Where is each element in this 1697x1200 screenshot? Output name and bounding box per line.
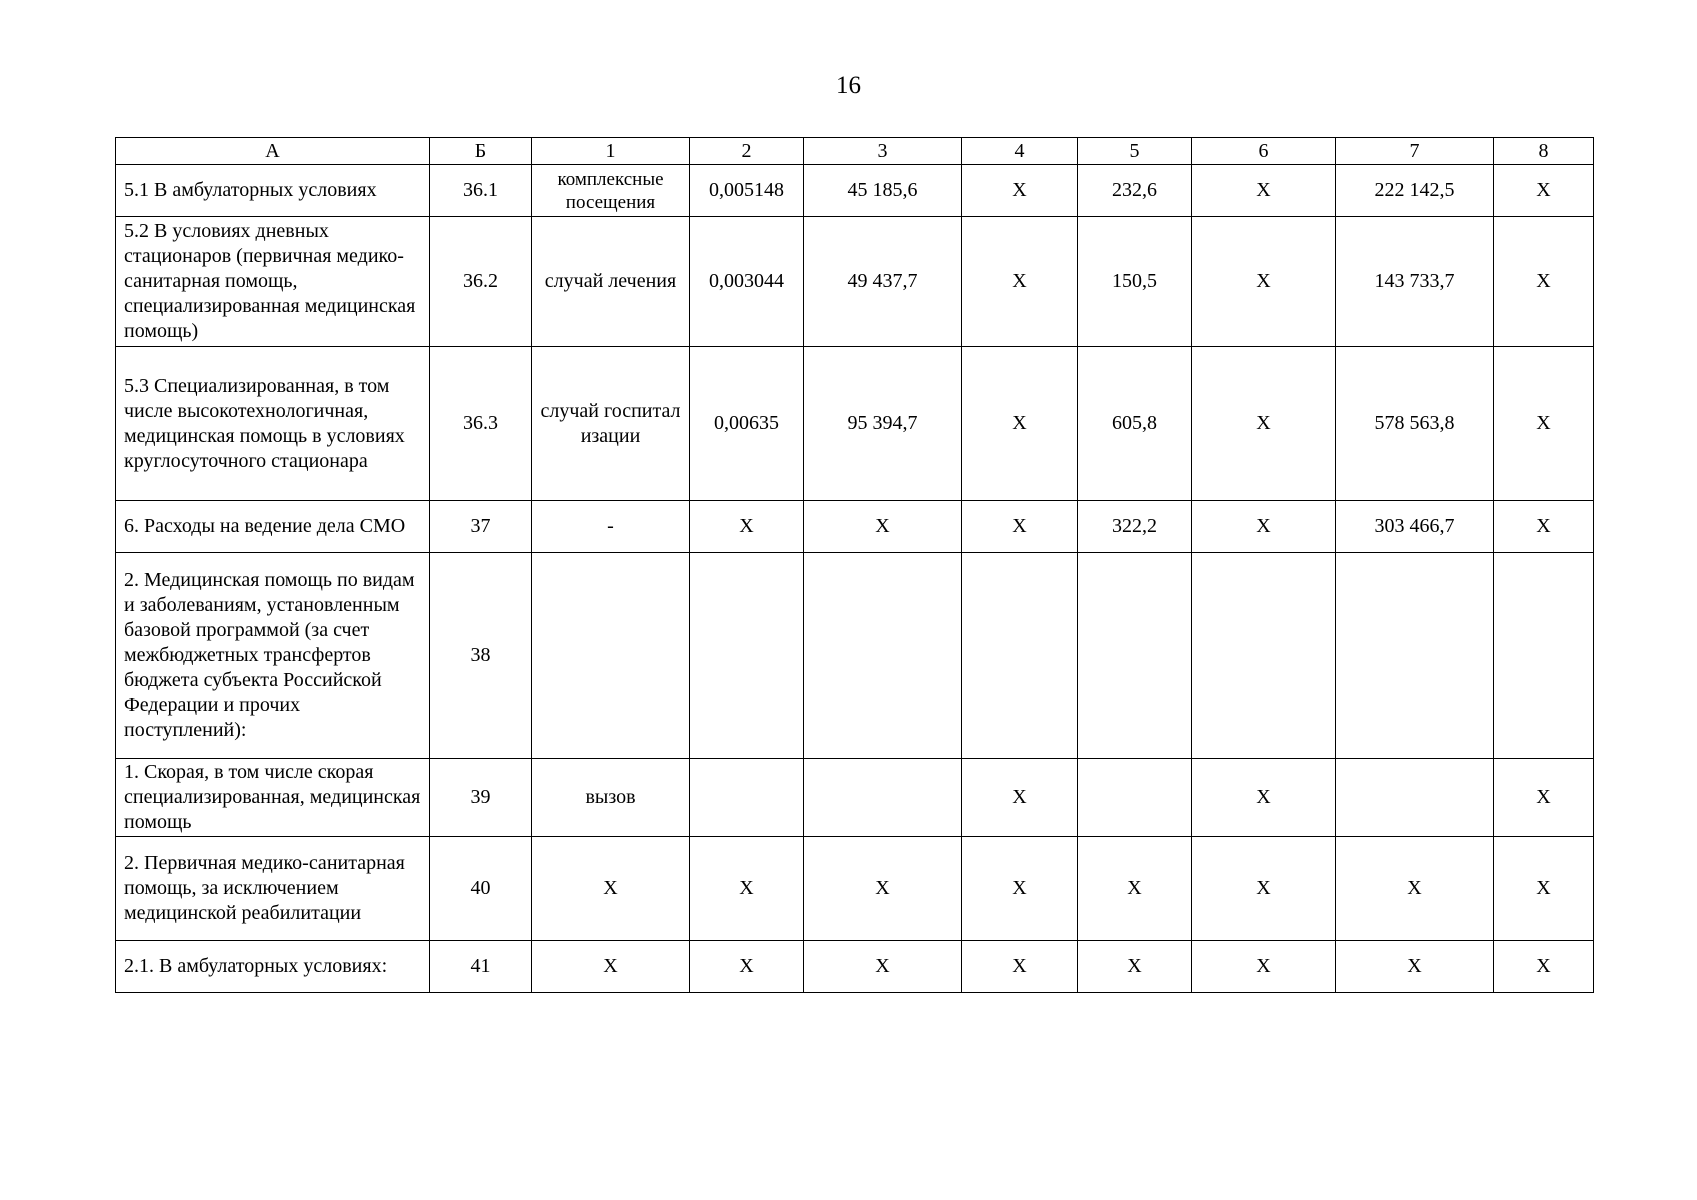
cell-col3: Х [804,941,962,993]
table-row [116,165,1594,217]
cell-col2: 0,00635 [690,347,804,501]
row-label: 6. Расходы на ведение дела СМО [116,501,430,553]
cell-col8: Х [1494,501,1594,553]
table-row [116,217,1594,347]
header-cell-5: 5 [1078,138,1192,165]
cell-col8: Х [1494,165,1594,217]
table-row [116,941,1594,993]
cell-col2: Х [690,837,804,941]
page-number: 16 [836,72,861,99]
cell-unit: - [532,501,690,553]
table-row [116,759,1594,837]
cell-col4 [962,553,1078,759]
row-code: 40 [430,837,532,941]
cell-col3 [804,553,962,759]
cell-col6 [1192,553,1336,759]
cell-col4: Х [962,347,1078,501]
header-row [116,138,1594,165]
cell-col5: 322,2 [1078,501,1192,553]
row-label: 2.1. В амбулаторных условиях: [116,941,430,993]
cell-col3: Х [804,501,962,553]
header-cell-6: 6 [1192,138,1336,165]
table-row [116,553,1594,759]
cell-col2 [690,553,804,759]
cell-col8: Х [1494,941,1594,993]
cell-col7: Х [1336,837,1494,941]
cell-col2 [690,759,804,837]
cell-col5: 605,8 [1078,347,1192,501]
cell-col6: Х [1192,941,1336,993]
cell-col8: Х [1494,347,1594,501]
cell-col2: 0,005148 [690,165,804,217]
cell-col4: Х [962,941,1078,993]
row-label: 5.2 В условиях дневных стационаров (первичная медико-санитарная помощь, специализированная медицинская помощь) [116,217,430,347]
row-code: 37 [430,501,532,553]
cell-col5: 150,5 [1078,217,1192,347]
cell-col4: Х [962,501,1078,553]
cell-col6: Х [1192,217,1336,347]
cell-col5: Х [1078,941,1192,993]
header-cell-a: А [116,138,430,165]
cell-col7: 303 466,7 [1336,501,1494,553]
cell-col3 [804,759,962,837]
cell-unit: Х [532,941,690,993]
cell-unit: Х [532,837,690,941]
cell-col4: Х [962,165,1078,217]
cell-col3: 49 437,7 [804,217,962,347]
row-code: 36.2 [430,217,532,347]
cell-col4: Х [962,217,1078,347]
cell-col6: Х [1192,837,1336,941]
row-code: 36.3 [430,347,532,501]
cell-col5 [1078,553,1192,759]
cell-col7: 222 142,5 [1336,165,1494,217]
cell-col3: 45 185,6 [804,165,962,217]
row-code: 36.1 [430,165,532,217]
cell-col3: 95 394,7 [804,347,962,501]
cell-col7: Х [1336,941,1494,993]
cell-col2: 0,003044 [690,217,804,347]
header-cell-b: Б [430,138,532,165]
header-cell-8: 8 [1494,138,1594,165]
cell-col5: Х [1078,837,1192,941]
row-code: 38 [430,553,532,759]
cell-col7: 578 563,8 [1336,347,1494,501]
cell-col6: Х [1192,501,1336,553]
table-row [116,347,1594,501]
row-label: 1. Скорая, в том числе скорая специализированная, медицинская помощь [116,759,430,837]
cell-col6: Х [1192,759,1336,837]
row-code: 41 [430,941,532,993]
row-code: 39 [430,759,532,837]
data-table [115,137,1594,993]
cell-col7 [1336,553,1494,759]
table-row [116,837,1594,941]
header-cell-2: 2 [690,138,804,165]
cell-col6: Х [1192,347,1336,501]
cell-col8: Х [1494,759,1594,837]
header-cell-7: 7 [1336,138,1494,165]
cell-col2: Х [690,941,804,993]
cell-col7 [1336,759,1494,837]
row-label: 5.1 В амбулаторных условиях [116,165,430,217]
cell-unit: случай госпитализации [532,347,690,501]
cell-col8: Х [1494,837,1594,941]
cell-col8 [1494,553,1594,759]
cell-col6: Х [1192,165,1336,217]
header-cell-4: 4 [962,138,1078,165]
cell-col5: 232,6 [1078,165,1192,217]
cell-col3: Х [804,837,962,941]
cell-col4: Х [962,759,1078,837]
table-row [116,501,1594,553]
row-label: 5.3 Специализированная, в том числе высокотехнологичная, медицинская помощь в условиях круглосуточного стационара [116,347,430,501]
cell-col2: Х [690,501,804,553]
header-cell-3: 3 [804,138,962,165]
cell-col5 [1078,759,1192,837]
cell-unit: случай лечения [532,217,690,347]
cell-unit: вызов [532,759,690,837]
row-label: 2. Медицинская помощь по видам и заболеваниям, установленным базовой программой (за счет межбюджетных трансфертов бюджета субъекта Российской Федерации и прочих поступлений): [116,553,430,759]
cell-unit: комплексные посещения [532,165,690,217]
cell-unit [532,553,690,759]
cell-col8: Х [1494,217,1594,347]
row-label: 2. Первичная медико-санитарная помощь, за исключением медицинской реабилитации [116,837,430,941]
header-cell-1: 1 [532,138,690,165]
cell-col4: Х [962,837,1078,941]
cell-col7: 143 733,7 [1336,217,1494,347]
